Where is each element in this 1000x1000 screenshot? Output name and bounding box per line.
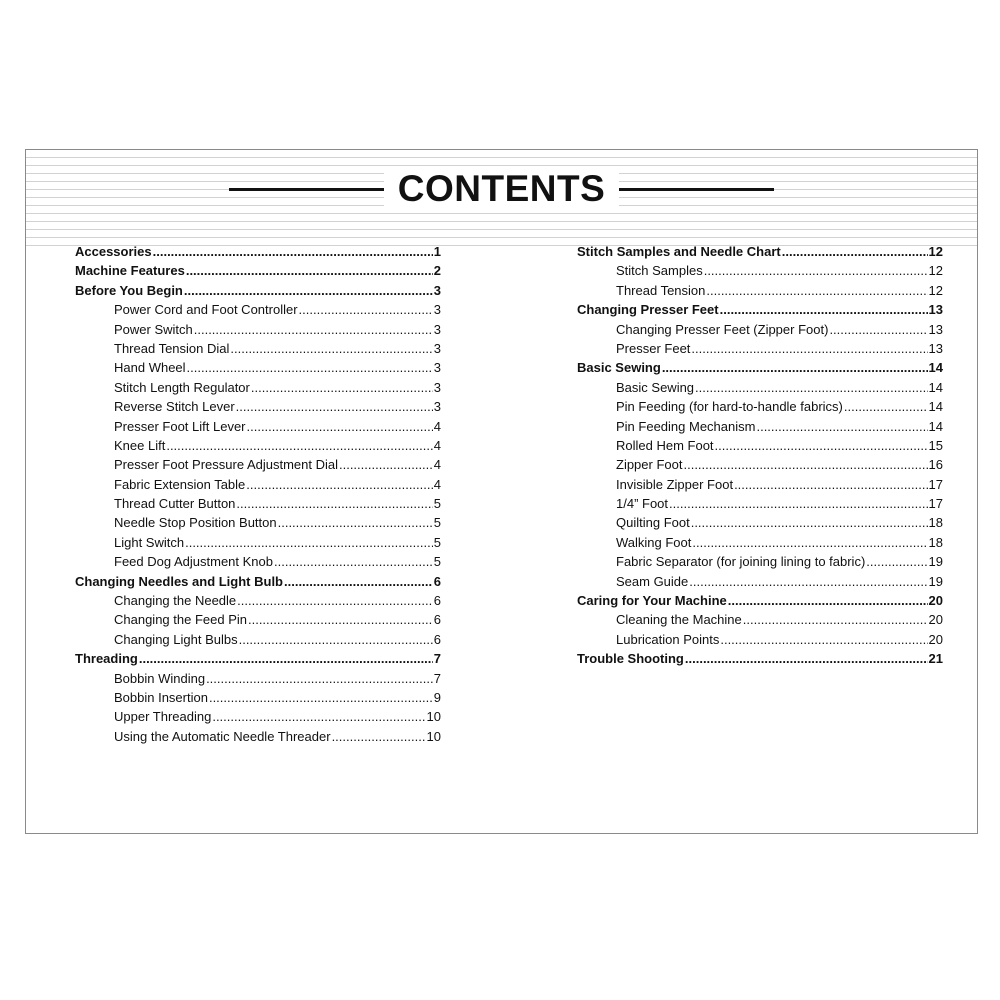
toc-entry-label: Fabric Extension Table: [114, 476, 246, 492]
toc-entry-label: Presser Foot Pressure Adjustment Dial: [114, 457, 338, 473]
toc-subentry: [577, 436, 943, 455]
dot-leader: [715, 436, 928, 455]
toc-entry-label: Threading: [75, 651, 138, 667]
toc-section-entry: [75, 242, 441, 261]
toc-page-number: 3: [433, 399, 441, 415]
dot-leader: [689, 572, 927, 591]
toc-entry-label: Rolled Hem Foot: [616, 437, 714, 453]
contents-page: [25, 149, 978, 834]
toc-page-number: 9: [433, 689, 441, 705]
dot-leader: [212, 707, 425, 726]
toc-subentry: [75, 378, 441, 397]
toc-page-number: 4: [433, 476, 441, 492]
toc-page-number: 3: [433, 379, 441, 395]
dot-leader: [332, 727, 426, 746]
dot-leader: [704, 261, 928, 280]
toc-page-number: 2: [433, 263, 441, 279]
toc-subentry: [75, 591, 441, 610]
toc-entry-label: Basic Sewing: [577, 360, 661, 376]
toc-entry-label: Pin Feeding Mechanism: [616, 418, 756, 434]
toc-page-number: 16: [928, 457, 943, 473]
toc-entry-label: Basic Sewing: [616, 379, 695, 395]
toc-subentry: [577, 513, 943, 532]
toc-subentry: [75, 300, 441, 319]
toc-entry-label: Power Cord and Foot Controller: [114, 302, 298, 318]
toc-page-number: 13: [928, 321, 943, 337]
dot-leader: [237, 591, 433, 610]
dot-leader: [743, 610, 928, 629]
toc-entry-label: Changing the Feed Pin: [114, 612, 247, 628]
toc-entry-label: Changing the Needle: [114, 593, 237, 609]
toc-subentry: [75, 320, 441, 339]
toc-entry-label: Before You Begin: [75, 282, 183, 298]
toc-entry-label: Trouble Shooting: [577, 651, 684, 667]
toc-subentry: [75, 669, 441, 688]
toc-subentry: [577, 378, 943, 397]
dot-leader: [299, 300, 433, 319]
toc-page-number: 19: [928, 573, 943, 589]
toc-subentry: [75, 417, 441, 436]
toc-page-number: 3: [433, 360, 441, 376]
toc-subentry: [75, 610, 441, 629]
toc-page-number: 18: [928, 515, 943, 531]
dot-leader: [720, 630, 927, 649]
toc-page-number: 15: [928, 437, 943, 453]
toc-subentry: [75, 339, 441, 358]
toc-subentry: [75, 727, 441, 746]
toc-page-number: 4: [433, 418, 441, 434]
toc-page-number: 6: [433, 593, 441, 609]
dot-leader: [251, 378, 433, 397]
toc-subentry: [577, 610, 943, 629]
toc-subentry: [75, 533, 441, 552]
toc-page-number: 14: [928, 379, 943, 395]
title-bar: [26, 166, 977, 212]
toc-page-number: 17: [928, 476, 943, 492]
toc-entry-label: Upper Threading: [114, 709, 212, 725]
toc-entry-label: Thread Tension Dial: [114, 340, 230, 356]
dot-leader: [685, 649, 928, 668]
dot-leader: [278, 513, 433, 532]
toc-subentry: [75, 494, 441, 513]
toc-subentry: [577, 397, 943, 416]
dot-leader: [662, 358, 928, 377]
dot-leader: [230, 339, 432, 358]
dot-leader: [274, 552, 433, 571]
dot-leader: [706, 281, 927, 300]
toc-subentry: [577, 630, 943, 649]
dot-leader: [248, 610, 433, 629]
dot-leader: [206, 669, 433, 688]
dot-leader: [236, 494, 432, 513]
toc-entry-label: Presser Foot Lift Lever: [114, 418, 246, 434]
dot-leader: [728, 591, 928, 610]
toc-entry-label: Fabric Separator (for joining lining to fabric): [616, 554, 866, 570]
dot-leader: [194, 320, 433, 339]
dot-leader: [691, 339, 927, 358]
toc-section-entry: [75, 572, 441, 591]
toc-page-number: 4: [433, 457, 441, 473]
toc-section-entry: [577, 300, 943, 319]
toc-entry-label: Bobbin Winding: [114, 670, 206, 686]
toc-entry-label: Presser Feet: [616, 340, 691, 356]
toc-page-number: 18: [928, 534, 943, 550]
dot-leader: [153, 242, 433, 261]
toc-subentry: [75, 552, 441, 571]
dot-leader: [669, 494, 928, 513]
toc-page-number: 13: [928, 302, 943, 318]
dot-leader: [139, 649, 433, 668]
toc-page-number: 21: [928, 651, 943, 667]
toc-subentry: [577, 494, 943, 513]
toc-section-entry: [577, 591, 943, 610]
toc-entry-label: Zipper Foot: [616, 457, 683, 473]
toc-subentry: [75, 688, 441, 707]
toc-section-entry: [75, 261, 441, 280]
page-title: CONTENTS: [384, 168, 620, 210]
dot-leader: [339, 455, 433, 474]
toc-subentry: [577, 475, 943, 494]
toc-section-entry: [577, 649, 943, 668]
dot-leader: [187, 358, 433, 377]
toc-entry-label: Feed Dog Adjustment Knob: [114, 554, 273, 570]
dot-leader: [284, 572, 433, 591]
toc-subentry: [577, 417, 943, 436]
dot-leader: [844, 397, 928, 416]
toc-page-number: 4: [433, 437, 441, 453]
toc-entry-label: Accessories: [75, 244, 152, 259]
dot-leader: [782, 242, 928, 261]
toc-page-number: 14: [928, 418, 943, 434]
dot-leader: [692, 533, 927, 552]
dot-leader: [683, 455, 927, 474]
toc-entry-label: Stitch Samples and Needle Chart: [577, 244, 781, 259]
toc-page-number: 12: [928, 263, 943, 279]
toc-entry-label: Knee Lift: [114, 437, 166, 453]
toc-page-number: 14: [928, 399, 943, 415]
toc-page-number: 6: [433, 573, 441, 589]
toc-entry-label: Cleaning the Machine: [616, 612, 742, 628]
toc-subentry: [577, 533, 943, 552]
dot-leader: [236, 397, 433, 416]
dot-leader: [247, 417, 433, 436]
toc-subentry: [577, 552, 943, 571]
toc-section-entry: [577, 242, 943, 261]
dot-leader: [209, 688, 433, 707]
dot-leader: [246, 475, 432, 494]
toc-entry-label: Caring for Your Machine: [577, 593, 727, 609]
toc-entry-label: Stitch Samples: [616, 263, 703, 279]
toc-entry-label: Stitch Length Regulator: [114, 379, 250, 395]
toc-page-number: 3: [433, 321, 441, 337]
toc-right-column: [577, 242, 943, 669]
toc-entry-label: Thread Cutter Button: [114, 496, 236, 512]
toc-subentry: [577, 261, 943, 280]
toc-entry-label: Walking Foot: [616, 534, 692, 550]
toc-subentry: [75, 475, 441, 494]
toc-subentry: [75, 707, 441, 726]
toc-section-entry: [577, 358, 943, 377]
toc-left-column: [75, 242, 441, 746]
toc-entry-label: Thread Tension: [616, 282, 706, 298]
toc-subentry: [577, 281, 943, 300]
toc-page-number: 7: [433, 670, 441, 686]
toc-page-number: 20: [928, 612, 943, 628]
toc-entry-label: Reverse Stitch Lever: [114, 399, 235, 415]
toc-entry-label: Lubrication Points: [616, 631, 720, 647]
toc-subentry: [75, 397, 441, 416]
toc-entry-label: Hand Wheel: [114, 360, 186, 376]
toc-subentry: [75, 513, 441, 532]
toc-page-number: 5: [433, 496, 441, 512]
toc-subentry: [75, 630, 441, 649]
toc-page-number: 12: [928, 244, 943, 259]
toc-subentry: [577, 320, 943, 339]
dot-leader: [734, 475, 927, 494]
dot-leader: [186, 261, 433, 280]
toc-entry-label: Changing Needles and Light Bulb: [75, 573, 283, 589]
dot-leader: [695, 378, 927, 397]
title-rule-left: [229, 188, 384, 191]
dot-leader: [756, 417, 927, 436]
toc-page-number: 14: [928, 360, 943, 376]
toc-page-number: 19: [928, 554, 943, 570]
dot-leader: [866, 552, 927, 571]
toc-page-number: 17: [928, 496, 943, 512]
toc-entry-label: Changing Presser Feet: [577, 302, 719, 318]
dot-leader: [829, 320, 927, 339]
toc-entry-label: Changing Presser Feet (Zipper Foot): [616, 321, 829, 337]
toc-subentry: [577, 572, 943, 591]
toc-entry-label: Light Switch: [114, 534, 185, 550]
toc-entry-label: Changing Light Bulbs: [114, 631, 238, 647]
toc-subentry: [75, 455, 441, 474]
toc-subentry: [75, 436, 441, 455]
toc-entry-label: Bobbin Insertion: [114, 689, 208, 705]
toc-page-number: 5: [433, 554, 441, 570]
dot-leader: [691, 513, 928, 532]
dot-leader: [720, 300, 928, 319]
dot-leader: [185, 533, 433, 552]
toc-section-entry: [75, 281, 441, 300]
toc-page-number: 1: [433, 244, 441, 259]
toc-page-number: 13: [928, 340, 943, 356]
toc-page-number: 20: [928, 593, 943, 609]
toc-page-number: 7: [433, 651, 441, 667]
toc-page-number: 3: [433, 302, 441, 318]
toc-page-number: 3: [433, 340, 441, 356]
toc-subentry: [75, 358, 441, 377]
toc-entry-label: Using the Automatic Needle Threader: [114, 728, 331, 744]
toc-section-entry: [75, 649, 441, 668]
toc-page-number: 10: [426, 709, 441, 725]
toc-entry-label: Needle Stop Position Button: [114, 515, 277, 531]
toc-entry-label: Machine Features: [75, 263, 185, 279]
toc-entry-label: 1/4” Foot: [616, 496, 669, 512]
toc-page-number: 5: [433, 534, 441, 550]
toc-page-number: 12: [928, 282, 943, 298]
toc-page-number: 6: [433, 631, 441, 647]
dot-leader: [239, 630, 433, 649]
toc-entry-label: Pin Feeding (for hard-to-handle fabrics): [616, 399, 843, 415]
toc-entry-label: Power Switch: [114, 321, 193, 337]
toc-subentry: [577, 339, 943, 358]
toc-subentry: [577, 455, 943, 474]
title-rule-right: [619, 188, 774, 191]
toc-page-number: 10: [426, 728, 441, 744]
toc-page-number: 3: [433, 282, 441, 298]
dot-leader: [166, 436, 432, 455]
dot-leader: [184, 281, 433, 300]
toc-page-number: 20: [928, 631, 943, 647]
toc-page-number: 6: [433, 612, 441, 628]
toc-entry-label: Invisible Zipper Foot: [616, 476, 734, 492]
toc-entry-label: Quilting Foot: [616, 515, 690, 531]
toc-page-number: 5: [433, 515, 441, 531]
toc-entry-label: Seam Guide: [616, 573, 689, 589]
